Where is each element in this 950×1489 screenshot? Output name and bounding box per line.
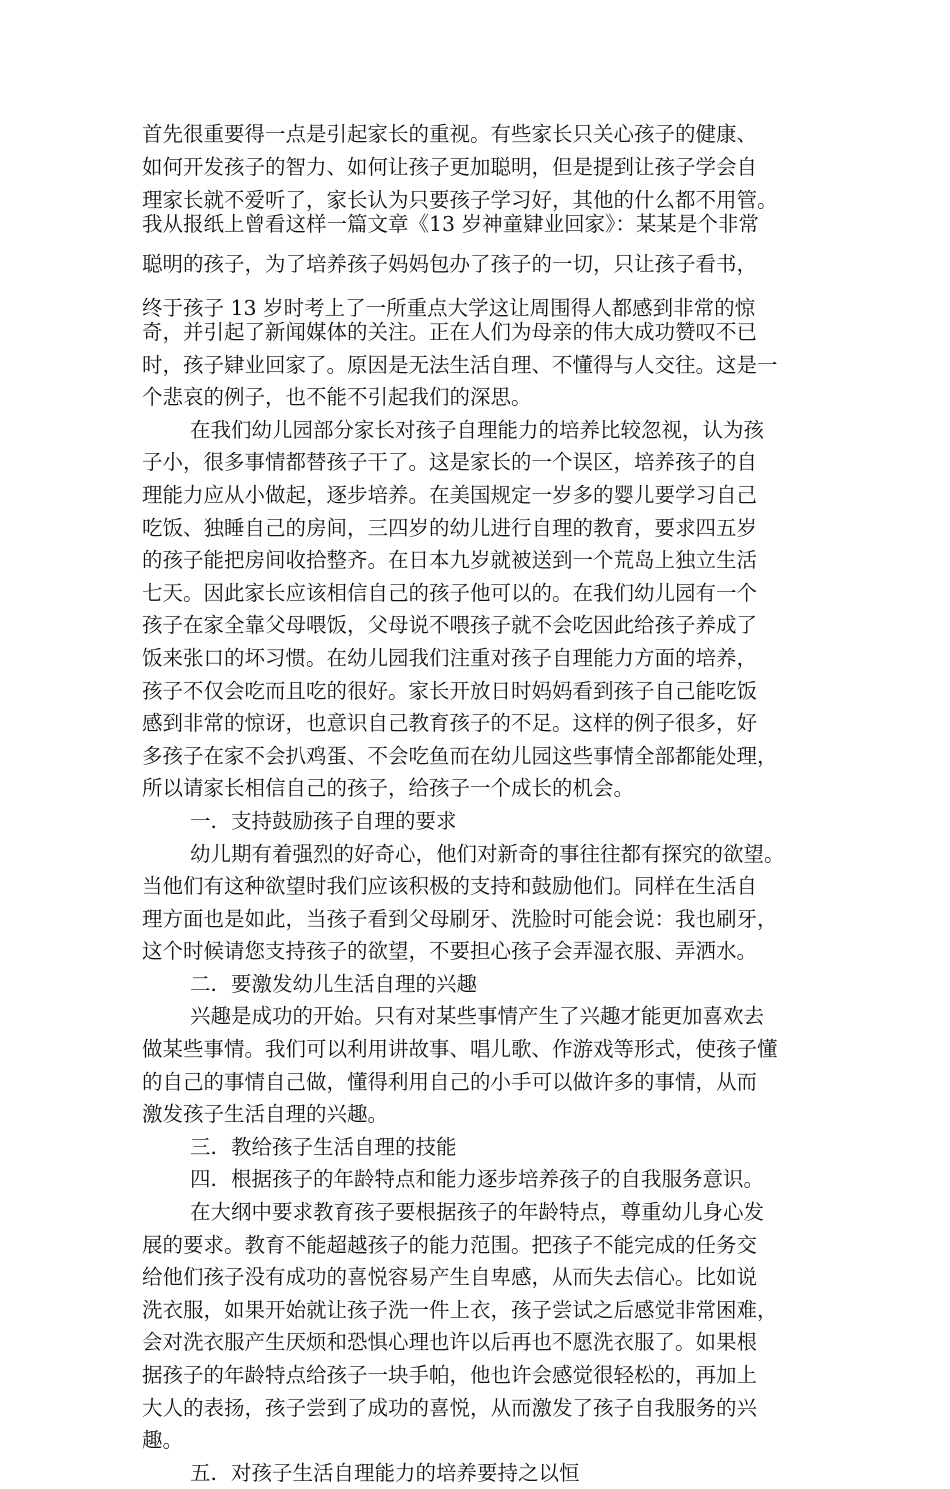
section-heading-3: 三．教给孩子生活自理的技能 bbox=[190, 1134, 457, 1159]
text-line: 据孩子的年龄特点给孩子一块手帕，他也许会感觉很轻松的，再加上 bbox=[142, 1363, 757, 1387]
text-line: 兴趣是成功的开始。只有对某些事情产生了兴趣才能更加喜欢去 bbox=[190, 1004, 764, 1029]
text-line: 饭来张口的坏习惯。在幼儿园我们注重对孩子自理能力方面的培养， bbox=[142, 645, 757, 670]
text-line: 奇，并引起了新闻媒体的关注。正在人们为母亲的伟大成功赞叹不已 bbox=[142, 320, 757, 344]
section-heading-1: 一．支持鼓励孩子自理的要求 bbox=[190, 808, 457, 833]
section-heading-2: 二．要激发幼儿生活自理的兴趣 bbox=[190, 971, 477, 996]
text-line: 理能力应从小做起，逐步培养。在美国规定一岁多的婴儿要学习自己 bbox=[142, 482, 757, 507]
section-heading-5: 五．对孩子生活自理能力的培养要持之以恒 bbox=[190, 1460, 580, 1485]
paragraph-article-story bbox=[142, 204, 822, 328]
text-line: 孩子在家全靠父母喂饭，父母说不喂孩子就不会吃因此给孩子养成了 bbox=[142, 613, 757, 638]
text-line: 所以请家长相信自己的孩子，给孩子一个成长的机会。 bbox=[142, 776, 634, 801]
text-line: 聪明的孩子，为了培养孩子妈妈包办了孩子的一切，只让孩子看书， bbox=[142, 252, 757, 276]
text-line: 激发孩子生活自理的兴趣。 bbox=[142, 1102, 388, 1127]
text-line: 的自己的事情自己做，懂得利用自己的小手可以做许多的事情，从而 bbox=[142, 1069, 757, 1094]
text-line: 如何开发孩子的智力、如何让孩子更加聪明，但是提到让孩子学会自 bbox=[142, 155, 757, 179]
text-line: 我从报纸上曾看这样一篇文章《13 岁神童肄业回家》：某某是个非常 bbox=[142, 212, 759, 236]
text-line: 在我们幼儿园部分家长对孩子自理能力的培养比较忽视，认为孩 bbox=[190, 417, 764, 442]
text-line: 首先很重要得一点是引起家长的重视。有些家长只关心孩子的健康、 bbox=[142, 122, 757, 146]
text-line: 洗衣服，如果开始就让孩子洗一件上衣，孩子尝试之后感觉非常困难， bbox=[142, 1297, 778, 1322]
text-line: 多孩子在家不会扒鸡蛋、不会吃鱼而在幼儿园这些事情全部都能处理， bbox=[142, 743, 778, 768]
text-line: 七天。因此家长应该相信自己的孩子他可以的。在我们幼儿园有一个 bbox=[142, 580, 757, 605]
text-line: 理方面也是如此，当孩子看到父母刷牙、洗脸时可能会说：我也刷牙， bbox=[142, 906, 778, 931]
text-line: 展的要求。教育不能超越孩子的能力范围。把孩子不能完成的任务交 bbox=[142, 1232, 757, 1257]
text-line: 会对洗衣服产生厌烦和恐惧心理也许以后再也不愿洗衣服了。如果根 bbox=[142, 1330, 757, 1355]
text-line: 的孩子能把房间收拾整齐。在日本九岁就被送到一个荒岛上独立生活 bbox=[142, 548, 757, 573]
text-line: 理家长就不爱听了，家长认为只要孩子学习好，其他的什么都不用管。 bbox=[142, 188, 778, 212]
text-line: 终于孩子 13 岁时考上了一所重点大学这让周围得人都感到非常的惊 bbox=[142, 296, 756, 320]
text-line: 在大纲中要求教育孩子要根据孩子的年龄特点，尊重幼儿身心发 bbox=[190, 1200, 764, 1225]
text-line: 感到非常的惊讶，也意识自己教育孩子的不足。这样的例子很多，好 bbox=[142, 711, 757, 736]
text-line: 给他们孩子没有成功的喜悦容易产生自卑感，从而失去信心。比如说 bbox=[142, 1265, 757, 1290]
text-line: 孩子不仅会吃而且吃的很好。家长开放日时妈妈看到孩子自己能吃饭 bbox=[142, 678, 757, 703]
text-line: 当他们有这种欲望时我们应该积极的支持和鼓励他们。同样在生活自 bbox=[142, 874, 757, 899]
text-line: 时，孩子肄业回家了。原因是无法生活自理、不懂得与人交往。这是一 bbox=[142, 352, 778, 377]
paragraph-intro bbox=[142, 118, 822, 217]
text-line: 大人的表扬，孩子尝到了成功的喜悦，从而激发了孩子自我服务的兴 bbox=[142, 1395, 757, 1420]
text-line: 这个时候请您支持孩子的欲望，不要担心孩子会弄湿衣服、弄洒水。 bbox=[142, 939, 757, 964]
text-line: 个悲哀的例子，也不能不引起我们的深思。 bbox=[142, 385, 532, 410]
document-body bbox=[142, 316, 822, 1489]
section-heading-4: 四．根据孩子的年龄特点和能力逐步培养孩子的自我服务意识。 bbox=[190, 1167, 764, 1192]
text-line: 做某些事情。我们可以利用讲故事、唱儿歌、作游戏等形式，使孩子懂 bbox=[142, 1037, 778, 1062]
text-line: 幼儿期有着强烈的好奇心，他们对新奇的事往往都有探究的欲望。 bbox=[190, 841, 785, 866]
text-line: 子小，很多事情都替孩子干了。这是家长的一个误区，培养孩子的自 bbox=[142, 450, 757, 475]
text-line: 吃饭、独睡自己的房间，三四岁的幼儿进行自理的教育，要求四五岁 bbox=[142, 515, 757, 540]
text-line: 趣。 bbox=[142, 1428, 183, 1453]
